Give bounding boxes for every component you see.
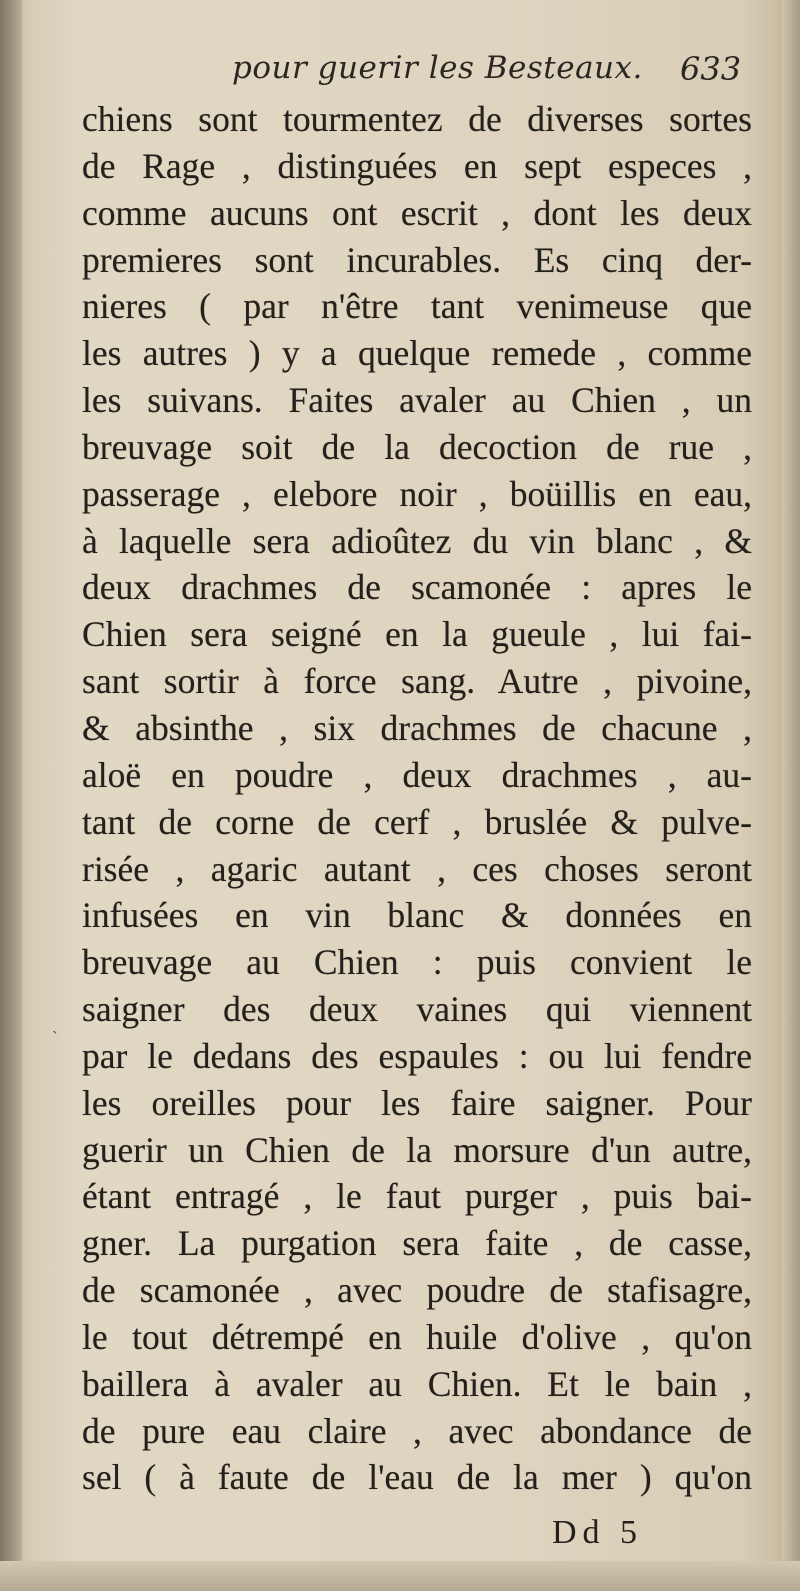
text-line: breuvage au Chien : puis convient le: [82, 942, 752, 983]
text-line: passerage , elebore noir , boüillis en eau,: [82, 473, 752, 514]
signature-mark: Dd 5: [552, 1514, 644, 1551]
text-line: comme aucuns ont escrit , dont les deux: [82, 192, 752, 233]
text-line: deux drachmes de scamonée : apres le: [82, 567, 752, 608]
text-line: breuvage soit de la decoction de rue ,: [82, 426, 752, 467]
text-line: Chien sera seigné en la gueule , lui fai-: [82, 614, 752, 655]
text-line: gner. La purgation sera faite , de casse,: [82, 1223, 752, 1264]
text-line: de Rage , distinguées en sept especes ,: [82, 145, 752, 186]
text-line: premieres sont incurables. Es cinq der-: [82, 239, 752, 280]
running-head: [0, 40, 780, 92]
text-line: à laquelle sera adioûtez du vin blanc , &: [82, 520, 752, 561]
page-right-edge: [782, 0, 800, 1591]
text-line: le tout détrempé en huile d'olive , qu'on: [82, 1316, 752, 1357]
text-line: de scamonée , avec poudre de stafisagre,: [82, 1270, 752, 1311]
text-line: les suivans. Faites avaler au Chien , un: [82, 380, 752, 421]
text-line: par le dedans des espaules : ou lui fendre: [82, 1035, 752, 1076]
running-head-title: pour guerir les Besteaux.: [232, 50, 643, 86]
text-line: aloë en poudre , deux drachmes , au-: [82, 754, 752, 795]
text-line: saigner des deux vaines qui viennent: [82, 989, 752, 1030]
text-line: chiens sont tourmentez de diverses sortes: [82, 99, 752, 139]
page-number: 633: [680, 50, 742, 88]
text-line: & absinthe , six drachmes de chacune ,: [82, 707, 752, 748]
page-bottom-edge: [0, 1561, 800, 1591]
text-line: de pure eau claire , avec abondance de: [82, 1410, 752, 1451]
text-line: les oreilles pour les faire saigner. Pour: [82, 1082, 752, 1123]
text-line: étant entragé , le faut purger , puis bai-: [82, 1176, 752, 1217]
text-line: les autres ) y a quelque remede , comme: [82, 333, 752, 374]
body-text: [82, 96, 752, 1501]
text-line: sant sortir à force sang. Autre , pivoine,: [82, 661, 752, 702]
text-line: risée , agaric autant , ces choses seront: [82, 848, 752, 889]
text-line: baillera à avaler au Chien. Et le bain ,: [82, 1363, 752, 1404]
binding-shadow: [0, 0, 22, 1591]
text-line: guerir un Chien de la morsure d'un autre,: [82, 1129, 752, 1170]
margin-tick-mark: ˎ: [52, 1018, 59, 1034]
text-line: sel ( à faute de l'eau de la mer ) qu'on: [82, 1457, 752, 1498]
text-line: infusées en vin blanc & données en: [82, 895, 752, 936]
text-line: nieres ( par n'être tant venimeuse que: [82, 286, 752, 327]
text-line: tant de corne de cerf , bruslée & pulve-: [82, 801, 752, 842]
